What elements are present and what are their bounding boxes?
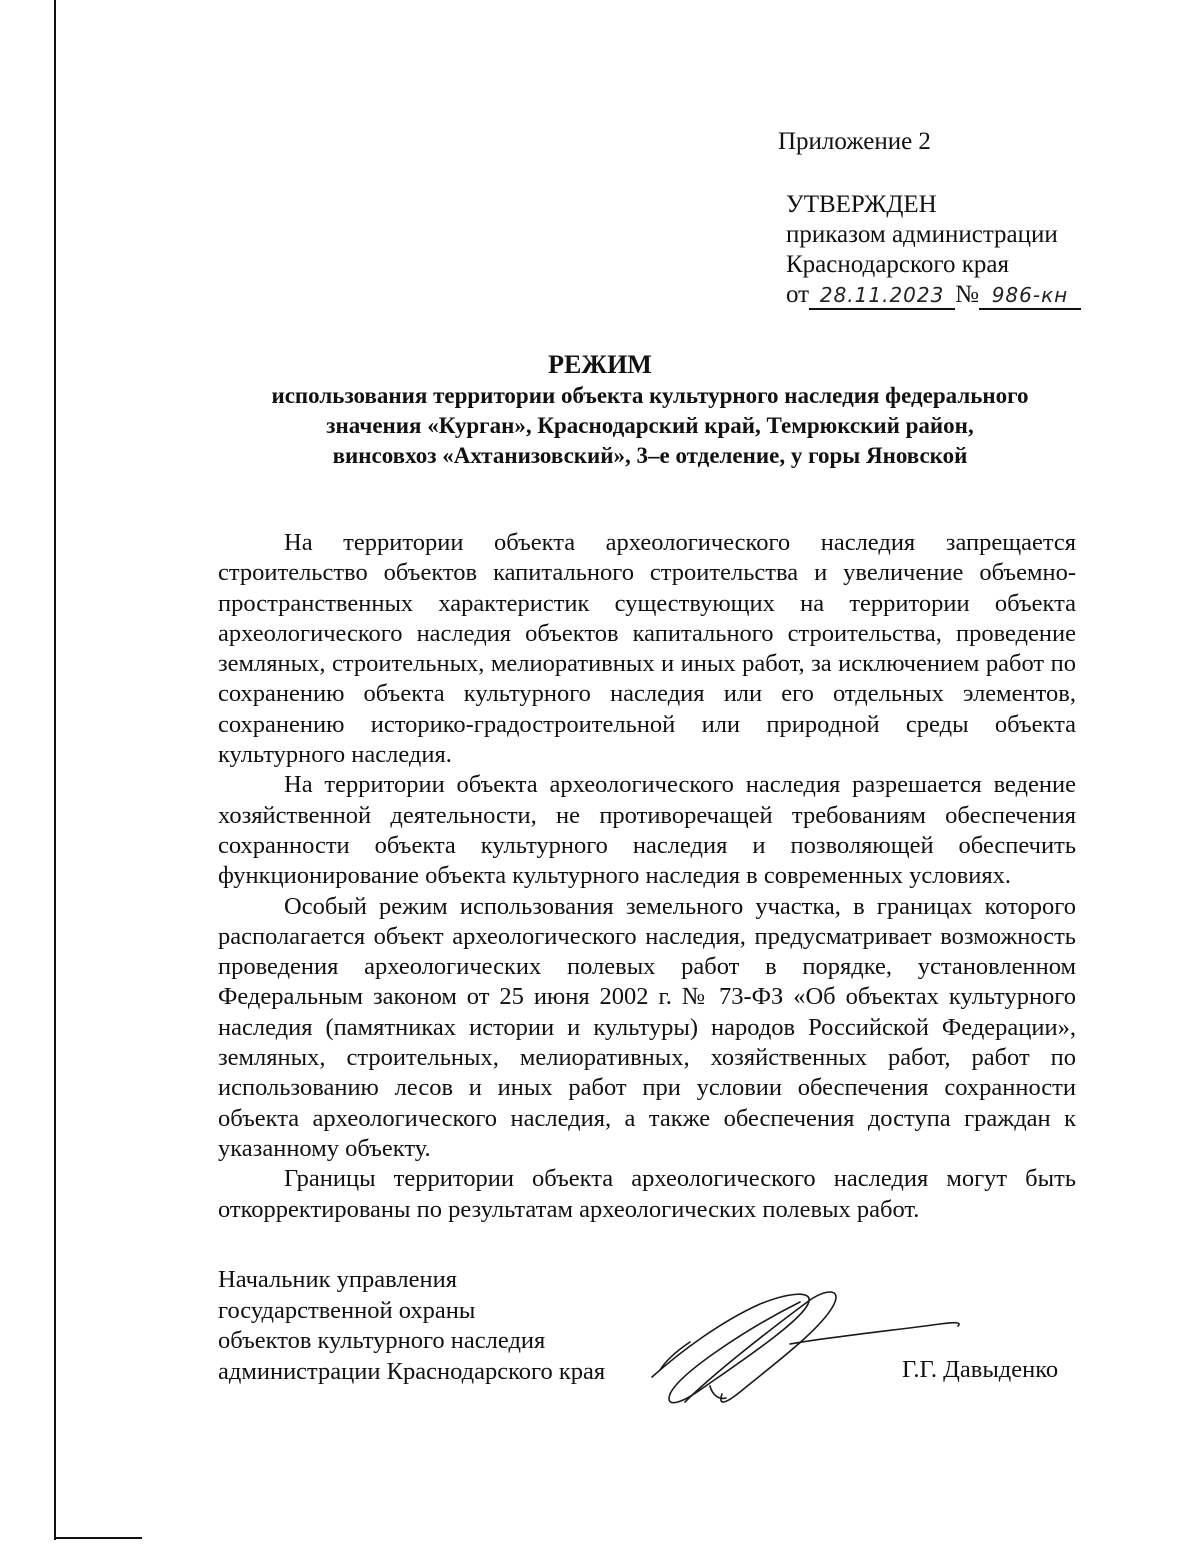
date-prefix: от: [786, 281, 810, 308]
document-subtitle: [200, 381, 1100, 471]
paragraph-permissions: На территории объекта археологического наследия разрешается ведение хозяйственной деятельности, не противоречащей требованиям обеспечения сохранности объекта культурного наследия и позволяющей обеспечить функционирование объекта культурного наследия в современных условиях.: [218, 771, 1076, 890]
approved-by-line-1: приказом администрации: [786, 221, 1058, 248]
paragraph-boundaries: Границы территории объекта археологического наследия могут быть откорректированы по результатам археологических полевых работ.: [218, 1165, 1076, 1223]
subtitle-line: винсовхоз «Ахтанизовский», 3–е отделение, у горы Яновской: [332, 443, 968, 468]
approved-by-line-2: Краснодарского края: [786, 251, 1009, 278]
approved-label: УТВЕРЖДЕН: [786, 191, 937, 218]
position-line: объектов культурного наследия: [218, 1327, 546, 1354]
signatory-position: [218, 1265, 605, 1387]
position-line: администрации Краснодарского края: [218, 1357, 606, 1385]
order-date-handwritten: 28.11.2023: [819, 283, 945, 307]
appendix-label: Приложение 2: [778, 128, 931, 155]
position-line: Начальник управления: [218, 1266, 457, 1293]
order-date-number-line: [786, 280, 1081, 310]
number-prefix: №: [955, 281, 979, 308]
scan-edge-bottom: [54, 1537, 142, 1539]
document-body: [218, 528, 1076, 1225]
order-number-handwritten: 986-кн: [991, 283, 1069, 307]
paragraph-prohibitions: На территории объекта археологического наследия запрещается строительство объектов капитального строительства и увеличение объемно-пространственных характеристик существующих на территории объекта археологического наследия объектов капитального строительства, проведение земляных, строительных, мелиоративных и иных работ, за исключением работ по сохранению объекта культурного наследия или его отдельных элементов, сохранению историко-градостроительной или природной среды объекта культурного наследия.: [218, 529, 1076, 769]
subtitle-line: использования территории объекта культурного наследия федерального: [271, 383, 1029, 408]
scan-edge-left: [54, 0, 56, 1540]
subtitle-line: значения «Курган», Краснодарский край, Темрюкский район,: [326, 413, 974, 438]
paragraph-special-regime: Особый режим использования земельного участка, в границах которого располагается объект археологического наследия, предусматривает возможность проведения археологических полевых работ в порядке, установленном Федеральным законом от 25 июня 2002 г. № 73-ФЗ «Об объектах культурного наследия (памятниках истории и культуры) народов Российской Федерации», земляных, строительных, мелиоративных, хозяйственных работ, работ по использованию лесов и иных работ при условии обеспечения сохранности объекта археологического наследия, а также обеспечения доступа граждан к указанному объекту.: [218, 892, 1076, 1162]
document-title: РЕЖИМ: [548, 350, 652, 379]
approval-block: [786, 190, 1081, 310]
signatory-name: Г.Г. Давыденко: [902, 1356, 1059, 1383]
position-line: государственной охраны: [218, 1296, 476, 1324]
handwritten-signature: [640, 1282, 970, 1412]
